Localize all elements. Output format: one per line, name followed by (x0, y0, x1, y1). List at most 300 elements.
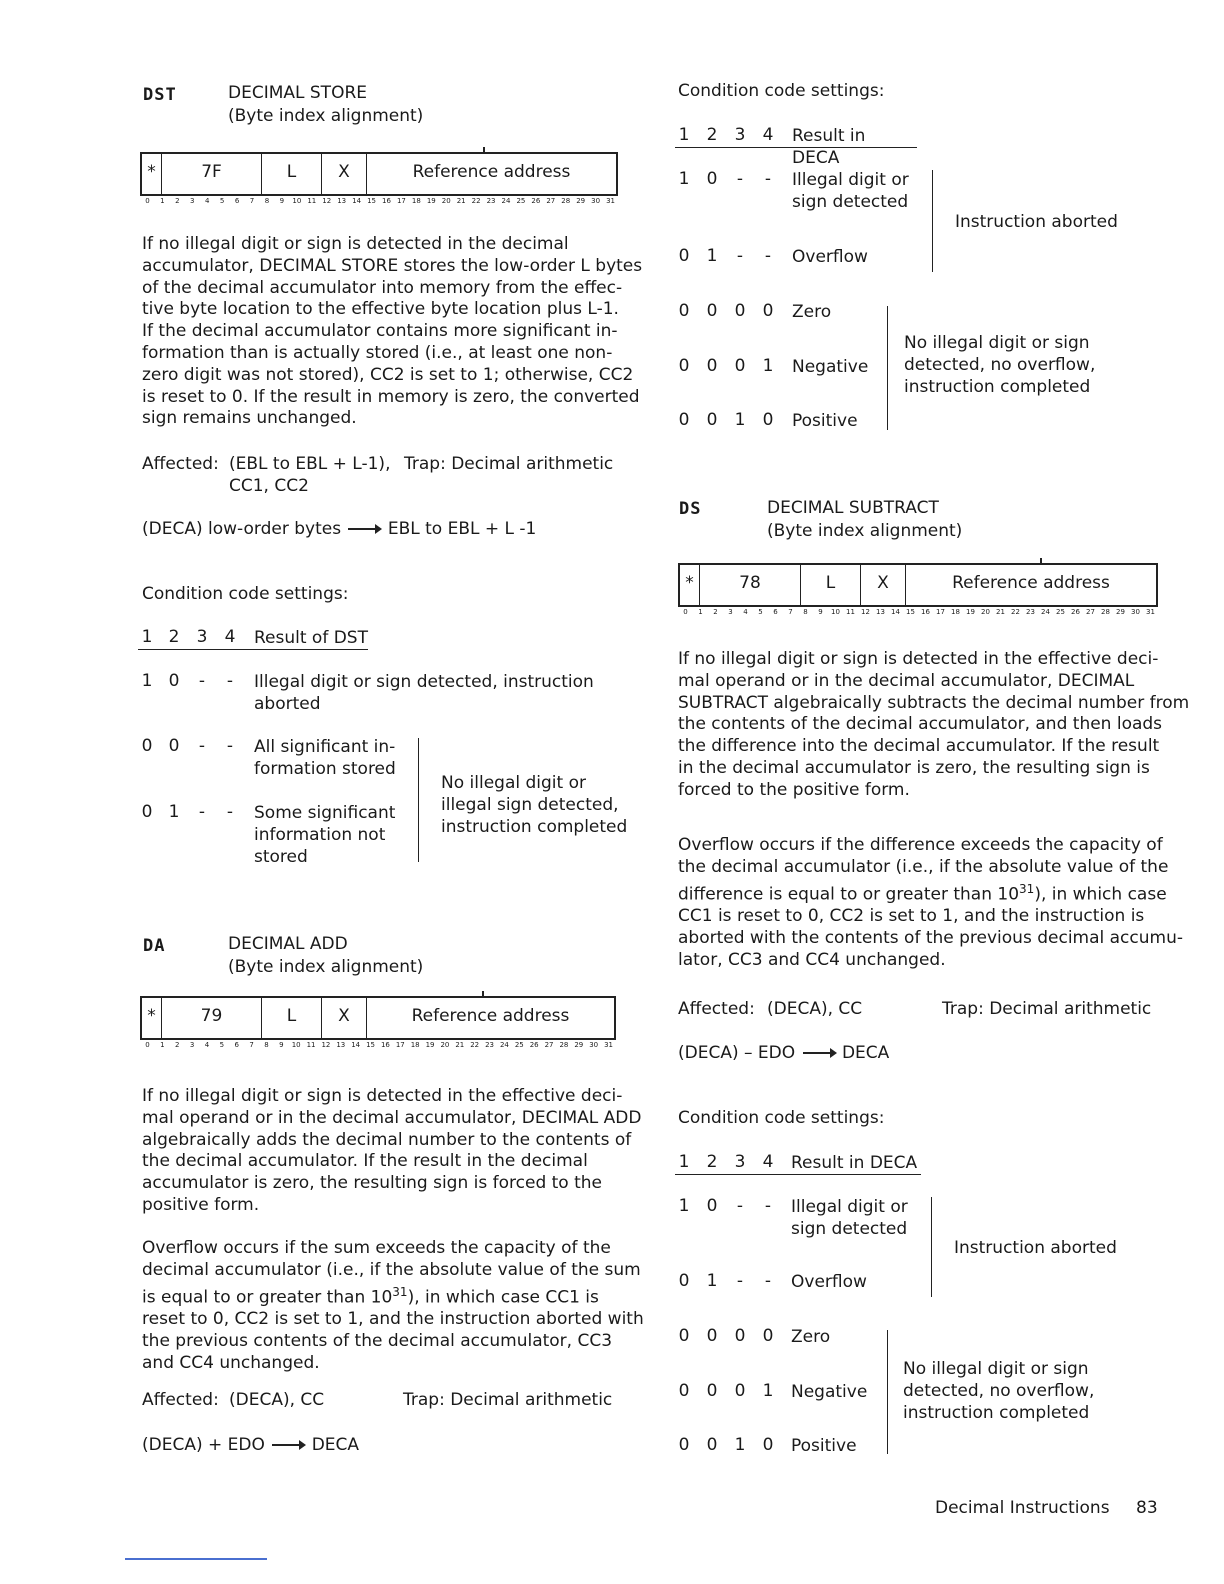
bit-number: 0 (145, 197, 150, 205)
bit-number: 14 (891, 608, 900, 616)
dst-cc-row (138, 736, 438, 780)
dst-cc-header (138, 627, 368, 650)
brace-note-line: illegal sign detected, (441, 795, 619, 815)
bit-number: 12 (861, 608, 870, 616)
brace-note-line: No illegal digit or sign (903, 1359, 1089, 1379)
da-cc-row (675, 169, 935, 213)
bit-number: 13 (337, 197, 347, 205)
ds-bit-numbers (678, 606, 1158, 618)
bit-number: 3 (190, 197, 195, 205)
bit-number: 23 (486, 197, 496, 205)
da-cc-title: Condition code settings: (678, 81, 885, 101)
cc-meaning: Overflow (791, 1272, 867, 1292)
cc-col-2: 2 (706, 125, 718, 145)
cc-bit: 1 (678, 169, 690, 189)
arrow-icon (803, 1052, 835, 1054)
ds-name: DECIMAL SUBTRACT (767, 498, 939, 518)
cc-col-3: 3 (734, 1152, 746, 1172)
dst-cc-row (138, 671, 618, 715)
ds-instruction-format (678, 563, 1158, 607)
da-cc-row (675, 410, 895, 432)
x-field: X (338, 162, 350, 182)
arrow-icon (348, 528, 380, 530)
da-desc-line: accumulator is zero, the resulting sign is forced to the (142, 1173, 603, 1194)
page-number: 83 (1136, 1498, 1158, 1518)
bit-number: 15 (366, 1041, 376, 1049)
bit-number: 14 (352, 197, 362, 205)
ds-overflow-line: the decimal accumulator (i.e., if the absolute value of the (678, 856, 1169, 877)
cc-bit: 0 (678, 1326, 690, 1346)
bit-number: 9 (279, 1041, 284, 1049)
r-field: L (286, 1006, 297, 1026)
dst-desc-line: tive byte location to the effective byte location plus L-1. (142, 299, 619, 320)
text: difference is equal to or greater than 10 (678, 884, 1020, 905)
cc-bit: 1 (678, 1196, 690, 1216)
da-overflow-line: decimal accumulator (i.e., if the absolute value of the sum (142, 1259, 641, 1280)
cc-bit: 0 (678, 246, 690, 266)
da-alignment: (Byte index alignment) (228, 957, 424, 977)
ds-overflow-line (678, 879, 1167, 906)
r-field: L (286, 162, 297, 182)
da-op-right: DECA (311, 1435, 360, 1455)
right-brace-icon (414, 738, 419, 862)
ds-cc-row (675, 1381, 895, 1403)
ds-completed-note (903, 1358, 1094, 1424)
ds-cc-title: Condition code settings: (678, 1108, 885, 1128)
bit-number: 26 (529, 1041, 539, 1049)
bit-number: 11 (846, 608, 855, 616)
cc-bit: 0 (678, 410, 690, 430)
cc-result-header: Result of DST (254, 628, 368, 648)
ds-desc-line: the difference into the decimal accumulator. If the result (678, 736, 1160, 757)
cc-bit: 0 (678, 301, 690, 321)
bit-number: 20 (440, 1041, 450, 1049)
bit-number: 6 (234, 1041, 239, 1049)
bit-number: 5 (219, 1041, 225, 1049)
bit-number: 20 (981, 608, 990, 616)
bit-number: 10 (291, 1041, 301, 1049)
dst-desc-line: formation than is actually stored (i.e., at least one non- (142, 342, 613, 363)
bit-number: 0 (683, 608, 688, 616)
da-affected-label: Affected: (142, 1390, 219, 1410)
bit-number: 30 (1131, 608, 1140, 616)
cc-bit: 1 (706, 246, 718, 266)
dst-desc-line: is reset to 0. If the result in memory is zero, the converted (142, 386, 640, 407)
ds-overflow-line: Overflow occurs if the difference exceeds the capacity of (678, 835, 1163, 855)
cc-bit: 0 (734, 301, 746, 321)
cc-bit: 0 (706, 410, 718, 430)
cc-bit: - (226, 736, 234, 756)
da-overflow (142, 1238, 644, 1374)
cc-meaning: Some significant (254, 803, 396, 823)
bit-number: 9 (279, 197, 285, 205)
dst-description (142, 234, 643, 430)
right-brace-icon (927, 1197, 932, 1297)
da-overflow-line: Overflow occurs if the sum exceeds the capacity of the (142, 1238, 611, 1258)
da-cc-row (675, 301, 895, 323)
brace-note-line: instruction completed (904, 377, 1091, 397)
ds-description (678, 649, 1190, 802)
indirect-flag: * (147, 1006, 156, 1026)
ds-cc-row (675, 1271, 935, 1293)
dst-alignment: (Byte index alignment) (228, 106, 424, 126)
bit-number: 8 (264, 197, 270, 205)
ds-desc-line: If no illegal digit or sign is detected in the effective deci- (678, 649, 1159, 669)
cc-bit: 0 (706, 1381, 718, 1401)
bit-number: 2 (174, 1041, 180, 1049)
cc-col-4: 4 (762, 125, 774, 145)
text: ), in which case CC1 is (407, 1287, 599, 1308)
cc-bit: 0 (734, 356, 746, 376)
ds-overflow-line: CC1 is reset to 0, CC2 is set to 1, and the instruction is (678, 906, 1145, 927)
bit-number: 10 (292, 197, 302, 205)
indirect-flag: * (147, 162, 156, 182)
x-field: X (877, 573, 889, 593)
bit-number: 22 (470, 1041, 480, 1049)
bit-number: 4 (204, 197, 210, 205)
reference-address-field: Reference address (411, 1006, 570, 1026)
cc-bit: 0 (678, 1381, 690, 1401)
right-brace-icon (883, 1330, 888, 1454)
da-overflow-line (142, 1282, 622, 1309)
dst-trap: Trap: Decimal arithmetic (404, 454, 614, 474)
bit-number: 1 (160, 197, 165, 205)
cc-col-1: 1 (678, 125, 690, 145)
bit-number: 5 (758, 608, 763, 616)
ds-desc-line: in the decimal accumulator is zero, the resulting sign is (678, 757, 1150, 778)
cc-meaning: information not (254, 825, 386, 845)
ds-cc-row (675, 1196, 935, 1240)
da-mnemonic: DA (143, 936, 166, 956)
ds-desc-line: the contents of the decimal accumulator, and then loads (678, 714, 1163, 735)
bit-number: 24 (1041, 608, 1050, 616)
cc-bit: 0 (734, 1381, 746, 1401)
opcode-field: 7F (201, 162, 222, 182)
da-desc-line: positive form. (142, 1194, 260, 1215)
cc-col-1: 1 (141, 627, 153, 647)
cc-bit: 0 (762, 301, 774, 321)
ds-overflow (678, 835, 1183, 971)
cc-col-3: 3 (734, 125, 746, 145)
bit-number: 12 (321, 1041, 331, 1049)
cc-meaning: Negative (791, 1382, 868, 1402)
bit-number: 25 (516, 197, 526, 205)
bit-number: 9 (818, 608, 823, 616)
bit-number: 8 (803, 608, 808, 616)
ds-alignment: (Byte index alignment) (767, 521, 963, 541)
bit-number: 28 (559, 1041, 569, 1049)
da-affected: (DECA), CC (229, 1390, 325, 1410)
bit-number: 31 (606, 197, 615, 205)
bit-number: 30 (591, 197, 601, 205)
bit-number: 8 (264, 1041, 269, 1049)
cc-bit: 0 (706, 169, 718, 189)
bit-number: 12 (322, 197, 332, 205)
dst-brace-note (441, 772, 627, 838)
bit-number: 18 (951, 608, 960, 616)
bit-number: 30 (589, 1041, 599, 1049)
dst-cc-title: Condition code settings: (142, 584, 349, 604)
bit-number: 1 (698, 608, 703, 616)
brace-note-line: detected, no overflow, (903, 1381, 1095, 1401)
bit-number: 11 (306, 1041, 316, 1049)
da-op-left: (DECA) + EDO (142, 1435, 265, 1455)
bit-number: 7 (788, 608, 793, 616)
bit-number: 1 (160, 1041, 165, 1049)
bit-number: 10 (831, 608, 840, 616)
bit-number: 27 (544, 1041, 554, 1049)
da-trap: Trap: Decimal arithmetic (403, 1390, 613, 1410)
bit-number: 19 (426, 197, 436, 205)
footer-rule (125, 1558, 267, 1560)
bit-number: 4 (204, 1041, 210, 1049)
cc-bit: 0 (141, 802, 153, 822)
cc-bit: 0 (706, 356, 718, 376)
bit-number: 13 (336, 1041, 346, 1049)
bit-number: 29 (574, 1041, 584, 1049)
bit-number: 23 (1026, 608, 1035, 616)
cc-col-2: 2 (168, 627, 180, 647)
cc-col-4: 4 (762, 1152, 774, 1172)
right-brace-icon (883, 306, 888, 430)
cc-bit: 0 (762, 1435, 774, 1455)
bit-number: 22 (471, 197, 481, 205)
dst-desc-line: If no illegal digit or sign is detected in the decimal (142, 234, 569, 254)
bit-number: 0 (145, 1041, 150, 1049)
ds-cc-header (675, 1152, 921, 1175)
da-desc-line: If no illegal digit or sign is detected in the effective deci- (142, 1086, 623, 1106)
cc-meaning: All significant in- (254, 737, 396, 757)
ds-mnemonic: DS (679, 499, 702, 519)
bit-number: 15 (367, 197, 376, 205)
dst-affected-2: CC1, CC2 (229, 476, 309, 496)
bit-number: 16 (382, 197, 391, 205)
cc-meaning: aborted (254, 694, 321, 714)
dst-affected-label: Affected: (142, 454, 219, 474)
dst-instruction-format (140, 152, 618, 196)
dst-op-right: EBL to EBL + L -1 (387, 519, 537, 539)
bit-number: 22 (1011, 608, 1020, 616)
bit-number: 11 (307, 197, 317, 205)
dst-affected-1: (EBL to EBL + L-1), (229, 454, 391, 474)
cc-bit: - (736, 1196, 744, 1216)
ds-op-right: DECA (841, 1043, 890, 1063)
bit-number: 21 (996, 608, 1005, 616)
cc-bit: 0 (706, 1326, 718, 1346)
cc-col-3: 3 (196, 627, 208, 647)
bit-number: 18 (410, 1041, 420, 1049)
arrow-icon (272, 1444, 304, 1446)
da-cc-header (675, 125, 917, 168)
cc-meaning: Illegal digit or sign detected, instruction (254, 672, 594, 692)
dst-operation (142, 519, 536, 539)
cc-meaning: Positive (792, 411, 858, 431)
cc-bit: 0 (168, 671, 180, 691)
cc-col-2: 2 (706, 1152, 718, 1172)
da-completed-note (904, 332, 1095, 398)
da-desc-line: mal operand or in the decimal accumulator, DECIMAL ADD (142, 1107, 642, 1128)
dst-op-left: (DECA) low-order bytes (142, 519, 342, 539)
ds-operation (678, 1043, 889, 1063)
cc-bit: - (226, 802, 234, 822)
da-overflow-line: reset to 0, CC2 is set to 1, and the instruction aborted with (142, 1309, 644, 1330)
bit-number: 24 (501, 197, 511, 205)
bit-number: 27 (1086, 608, 1095, 616)
bit-number: 6 (234, 197, 240, 205)
bit-number: 24 (499, 1041, 509, 1049)
ds-overflow-line: lator, CC3 and CC4 unchanged. (678, 949, 946, 970)
cc-bit: - (736, 1271, 744, 1291)
cc-meaning: Negative (792, 357, 869, 377)
bit-number: 2 (175, 197, 180, 205)
bit-number: 4 (743, 608, 748, 616)
cc-col-1: 1 (678, 1152, 690, 1172)
cc-meaning: formation stored (254, 759, 396, 779)
cc-bit: - (764, 1196, 772, 1216)
bit-number: 29 (1116, 608, 1125, 616)
brace-note-line: No illegal digit or (441, 773, 586, 793)
bit-number: 25 (1056, 608, 1065, 616)
bit-number: 31 (604, 1041, 614, 1049)
bit-number: 21 (456, 197, 466, 205)
text: is equal to or greater than 10 (142, 1287, 393, 1308)
cc-bit: 0 (141, 736, 153, 756)
dst-desc-line: If the decimal accumulator contains more significant in- (142, 321, 618, 342)
cc-bit: 0 (706, 1435, 718, 1455)
cc-bit: 0 (678, 1435, 690, 1455)
cc-bit: - (736, 169, 744, 189)
brace-note-line: No illegal digit or sign (904, 333, 1090, 353)
cc-bit: 0 (762, 1326, 774, 1346)
cc-bit: - (198, 671, 206, 691)
ds-desc-line: mal operand or in the decimal accumulator, DECIMAL (678, 670, 1135, 691)
cc-meaning: sign detected (792, 192, 909, 212)
bit-number: 28 (561, 197, 571, 205)
cc-bit: 0 (678, 1271, 690, 1291)
bit-number: 16 (921, 608, 930, 616)
cc-bit: - (198, 802, 206, 822)
cc-bit: - (736, 246, 744, 266)
bit-number: 3 (728, 608, 733, 616)
bit-number: 2 (713, 608, 718, 616)
cc-meaning: sign detected (791, 1219, 908, 1239)
da-bit-numbers (140, 1039, 616, 1051)
ds-affected-label: Affected: (678, 999, 755, 1019)
bit-number: 26 (531, 197, 541, 205)
cc-bit: 1 (706, 1271, 718, 1291)
ds-cc-row (675, 1435, 895, 1457)
ds-desc-line: forced to the positive form. (678, 779, 910, 800)
cc-bit: 1 (141, 671, 153, 691)
bit-number: 23 (485, 1041, 495, 1049)
indirect-flag: * (685, 573, 694, 593)
dst-desc-line: zero digit was not stored), CC2 is set to 1; otherwise, CC2 (142, 364, 634, 385)
cc-col-4: 4 (224, 627, 236, 647)
brace-note-line: detected, no overflow, (904, 355, 1096, 375)
cc-bit: 1 (734, 410, 746, 430)
da-name: DECIMAL ADD (228, 934, 348, 954)
cc-meaning: Positive (791, 1436, 857, 1456)
opcode-field: 79 (200, 1006, 223, 1026)
cc-bit: 0 (762, 410, 774, 430)
cc-meaning: Overflow (792, 247, 868, 267)
cc-bit: 0 (734, 1326, 746, 1346)
bit-number: 27 (546, 197, 556, 205)
ds-overflow-line: aborted with the contents of the previous decimal accumu- (678, 927, 1183, 948)
bit-number: 15 (906, 608, 915, 616)
bit-number: 6 (773, 608, 778, 616)
bit-number: 17 (395, 1041, 405, 1049)
bit-number: 18 (411, 197, 421, 205)
ds-affected: (DECA), CC (767, 999, 863, 1019)
cc-bit: 1 (168, 802, 180, 822)
cc-bit: 0 (706, 301, 718, 321)
da-cc-row (675, 356, 895, 378)
bit-number: 17 (396, 197, 406, 205)
bit-number: 28 (1101, 608, 1110, 616)
da-overflow-line: the previous contents of the decimal accumulator, CC3 (142, 1330, 613, 1351)
bit-number: 5 (219, 197, 225, 205)
ds-trap: Trap: Decimal arithmetic (942, 999, 1152, 1019)
da-desc-line: the decimal accumulator. If the result in the decimal (142, 1151, 588, 1172)
da-aborted-note: Instruction aborted (955, 212, 1118, 232)
cc-bit: - (198, 736, 206, 756)
da-description (142, 1086, 642, 1217)
reference-address-field: Reference address (952, 573, 1110, 593)
cc-bit: - (226, 671, 234, 691)
ds-desc-line: SUBTRACT algebraically subtracts the decimal number from (678, 692, 1190, 713)
bit-number: 14 (351, 1041, 361, 1049)
dst-desc-line: accumulator, DECIMAL STORE stores the low-order L bytes (142, 255, 643, 276)
cc-bit: 1 (762, 356, 774, 376)
bit-number: 7 (249, 197, 255, 205)
da-cc-row (675, 246, 935, 268)
cc-bit: 0 (678, 356, 690, 376)
exponent: 31 (1019, 881, 1035, 896)
text: ), in which case (1034, 884, 1167, 905)
exponent: 31 (392, 1284, 408, 1299)
bit-number: 3 (189, 1041, 195, 1049)
dst-name: DECIMAL STORE (228, 83, 367, 103)
bit-number: 13 (876, 608, 885, 616)
cc-bit: - (764, 246, 772, 266)
dst-bit-numbers (140, 195, 618, 207)
cc-meaning: Zero (792, 302, 832, 322)
cc-bit: - (764, 169, 772, 189)
cc-meaning: Illegal digit or (791, 1197, 908, 1217)
opcode-field: 78 (739, 573, 761, 593)
da-desc-line: algebraically adds the decimal number to the contents of (142, 1129, 632, 1150)
dst-mnemonic: DST (143, 85, 177, 105)
dst-desc-line: sign remains unchanged. (142, 408, 357, 429)
bit-number: 21 (455, 1041, 465, 1049)
cc-bit: 0 (706, 1196, 718, 1216)
bit-number: 17 (936, 608, 945, 616)
reference-address-field: Reference address (412, 162, 571, 182)
dst-desc-line: of the decimal accumulator into memory from the effec- (142, 277, 623, 298)
x-field: X (338, 1006, 350, 1026)
bit-number: 31 (1146, 608, 1155, 616)
footer-section-title: Decimal Instructions (935, 1498, 1110, 1518)
brace-note-line: instruction completed (903, 1403, 1090, 1423)
da-instruction-format (140, 996, 616, 1040)
bit-number: 29 (576, 197, 586, 205)
brace-note-line: instruction completed (441, 817, 628, 837)
ds-op-left: (DECA) – EDO (678, 1043, 796, 1063)
cc-bit: - (764, 1271, 772, 1291)
bit-number: 19 (966, 608, 975, 616)
right-brace-icon (928, 170, 933, 272)
